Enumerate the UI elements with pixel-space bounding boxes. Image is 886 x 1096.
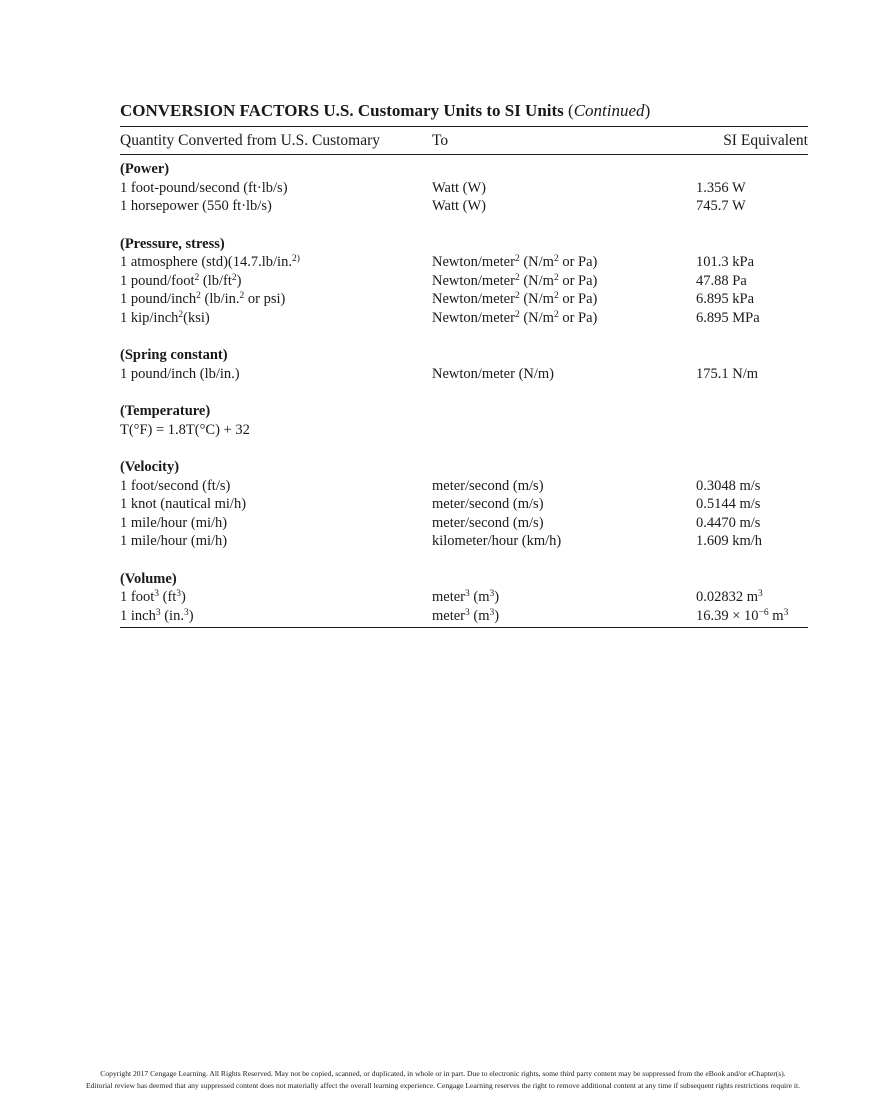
- superscript: 2: [553, 272, 559, 283]
- text-part: ): [494, 589, 500, 605]
- superscript: 2: [239, 291, 245, 301]
- si-cell: [696, 588, 808, 607]
- text-part: Newton/meter: [432, 291, 515, 307]
- to-cell: meter/second (m/s): [432, 496, 544, 512]
- table-row: [120, 514, 808, 533]
- text-part: (in.: [160, 607, 184, 624]
- table-title-continued: [568, 101, 650, 120]
- section-power: [120, 160, 808, 216]
- text-part: ): [181, 589, 186, 605]
- quantity-cell: 1 knot (nautical mi/h): [120, 496, 247, 512]
- table-header-row: [120, 127, 808, 155]
- text-part: (ksi): [183, 309, 210, 326]
- text-part: ): [236, 272, 242, 289]
- si-cell: [696, 421, 808, 440]
- quantity-cell: 1 pound/inch (lb/in.): [120, 365, 240, 382]
- text-part: or Pa): [558, 272, 598, 289]
- table-row: [120, 477, 808, 496]
- si-cell: 101.3 kPa: [696, 254, 754, 270]
- superscript: 2): [291, 254, 300, 264]
- superscript: 2: [231, 272, 237, 283]
- superscript: 2: [514, 309, 520, 320]
- text-part: m: [768, 607, 784, 624]
- text-part: or psi): [244, 291, 286, 307]
- superscript: 3: [183, 607, 189, 618]
- section-title: (Spring constant): [120, 347, 228, 363]
- si-cell: 6.895 MPa: [696, 309, 760, 326]
- header-to: To: [432, 131, 449, 149]
- text-part: (N/m: [519, 254, 554, 270]
- text-part: (N/m: [519, 272, 554, 289]
- text-part: (m: [469, 589, 490, 605]
- superscript: 2: [514, 272, 520, 283]
- text-part: meter: [432, 589, 466, 605]
- to-cell: kilometer/hour (km/h): [432, 533, 562, 549]
- text-part: 1 foot: [120, 589, 155, 605]
- table-row: [120, 365, 808, 384]
- table-row: [120, 421, 808, 440]
- text-part: meter: [432, 607, 466, 624]
- section-title: (Temperature): [120, 403, 211, 419]
- superscript: 2: [553, 254, 559, 264]
- section-pressure: [120, 235, 808, 328]
- superscript: 3: [155, 607, 161, 618]
- quantity-cell: 1 foot/second (ft/s): [120, 477, 231, 494]
- si-cell: 47.88 Pa: [696, 272, 747, 289]
- superscript: 3: [176, 589, 182, 599]
- table-row: [120, 607, 808, 626]
- to-cell: [432, 309, 696, 328]
- table-row: [120, 290, 808, 309]
- table-row: [120, 272, 808, 291]
- si-cell: [696, 607, 808, 626]
- text-part: 1 pound/foot: [120, 272, 195, 289]
- to-cell: [432, 290, 696, 309]
- text-part: (lb/in.: [200, 291, 240, 307]
- text-part: Newton/meter: [432, 309, 515, 326]
- section-title: (Volume): [120, 570, 177, 587]
- paren-open: (: [568, 101, 574, 120]
- quantity-cell: [120, 309, 432, 328]
- to-cell: meter/second (m/s): [432, 514, 544, 531]
- to-cell: meter/second (m/s): [432, 477, 544, 494]
- to-cell: Watt (W): [432, 179, 486, 196]
- header-quantity: Quantity Converted from U.S. Customary: [120, 131, 381, 149]
- quantity-cell: [120, 272, 432, 291]
- superscript: 2: [178, 309, 184, 320]
- text-part: or Pa): [558, 291, 598, 307]
- to-cell: Newton/meter (N/m): [432, 365, 555, 382]
- continued-label: Continued: [573, 101, 645, 120]
- table-row: [120, 253, 808, 272]
- to-cell: [432, 588, 696, 607]
- text-part: 16.39 × 10: [696, 607, 759, 624]
- superscript: 2: [553, 291, 559, 301]
- copyright-line-1: Copyright 2017 Cengage Learning. All Rights Reserved. May not be copied, scanned, or duplicated, in whole or in part. Due to electronic rights, some third party content may be suppressed from the eBook and/or eChapter(s).: [100, 1069, 786, 1078]
- text-part: (lb/ft: [199, 272, 232, 289]
- si-cell: 0.4470 m/s: [696, 514, 761, 531]
- section-title: (Velocity): [120, 459, 180, 475]
- quantity-cell: 1 mile/hour (mi/h): [120, 514, 228, 531]
- table-body: [120, 155, 808, 628]
- si-cell: 0.5144 m/s: [696, 496, 761, 512]
- table-row: [120, 197, 808, 216]
- text-part: ): [494, 607, 500, 624]
- text-part: 1 pound/inch: [120, 291, 197, 307]
- to-cell: [432, 421, 696, 440]
- superscript: 3: [489, 589, 495, 599]
- text-part: (ft: [158, 589, 177, 605]
- table-title-main: CONVERSION FACTORS U.S. Customary Units to SI Units: [120, 101, 564, 120]
- to-cell: [432, 272, 696, 291]
- table-title: [120, 100, 808, 122]
- superscript: 3: [783, 607, 789, 618]
- section-temperature: [120, 402, 808, 439]
- si-cell: 6.895 kPa: [696, 291, 754, 307]
- text-part: 0.02832 m: [696, 589, 759, 605]
- paren-close: ): [644, 101, 651, 120]
- quantity-cell: 1 foot-pound/second (ft·lb/s): [120, 179, 288, 196]
- text-part: (N/m: [519, 309, 554, 326]
- section-title: (Pressure, stress): [120, 235, 225, 252]
- si-cell: 745.7 W: [696, 198, 746, 214]
- superscript: 3: [465, 607, 470, 618]
- quantity-cell: [120, 253, 432, 272]
- text-part: ): [188, 607, 194, 624]
- table-row: [120, 532, 808, 551]
- conversion-table-page: [120, 100, 808, 628]
- superscript: 3: [154, 589, 159, 599]
- quantity-cell: T(°F) = 1.8T(°C) + 32: [120, 421, 250, 438]
- quantity-cell: 1 mile/hour (mi/h): [120, 533, 228, 549]
- superscript: 2: [553, 309, 559, 320]
- text-part: (m: [469, 607, 490, 624]
- text-part: 1 inch: [120, 607, 156, 624]
- superscript: 2: [194, 272, 200, 283]
- text-part: (N/m: [519, 291, 554, 307]
- table-row: [120, 588, 808, 607]
- superscript: −6: [758, 607, 769, 618]
- to-cell: [432, 607, 696, 626]
- text-part: Newton/meter: [432, 254, 515, 270]
- si-cell: 175.1 N/m: [696, 365, 759, 382]
- copyright-line-2: Editorial review has deemed that any suppressed content does not materially affect the overall learning experience. Cengage Learning reserves the right to remove additional content at any time if subsequent rights restrictions require it.: [85, 1080, 801, 1090]
- to-cell: [432, 253, 696, 272]
- si-cell: 0.3048 m/s: [696, 477, 761, 494]
- quantity-cell: [120, 607, 432, 626]
- quantity-cell: [120, 290, 432, 309]
- copyright-footer: [0, 1068, 886, 1091]
- to-cell: Watt (W): [432, 198, 486, 214]
- superscript: 2: [196, 291, 201, 301]
- quantity-cell: [120, 588, 432, 607]
- text-part: Newton/meter: [432, 272, 515, 289]
- section-title: (Power): [120, 161, 170, 177]
- si-cell: 1.609 km/h: [696, 533, 763, 549]
- quantity-cell: 1 horsepower (550 ft·lb/s): [120, 198, 272, 214]
- superscript: 2: [514, 254, 520, 264]
- superscript: 3: [465, 589, 470, 599]
- text-part: or Pa): [558, 309, 598, 326]
- superscript: 3: [489, 607, 495, 618]
- superscript: 3: [758, 589, 763, 599]
- text-part: or Pa): [558, 254, 598, 270]
- section-volume: [120, 570, 808, 626]
- text-part: 1 kip/inch: [120, 309, 179, 326]
- si-cell: 1.356 W: [696, 179, 746, 196]
- header-si-equivalent: SI Equivalent: [723, 131, 808, 149]
- section-velocity: [120, 458, 808, 551]
- table-row: [120, 179, 808, 198]
- text-part: 1 atmosphere (std)(14.7.lb/in.: [120, 254, 292, 270]
- superscript: 2: [514, 291, 520, 301]
- table-row: [120, 495, 808, 514]
- table-row: [120, 309, 808, 328]
- section-spring-constant: [120, 346, 808, 383]
